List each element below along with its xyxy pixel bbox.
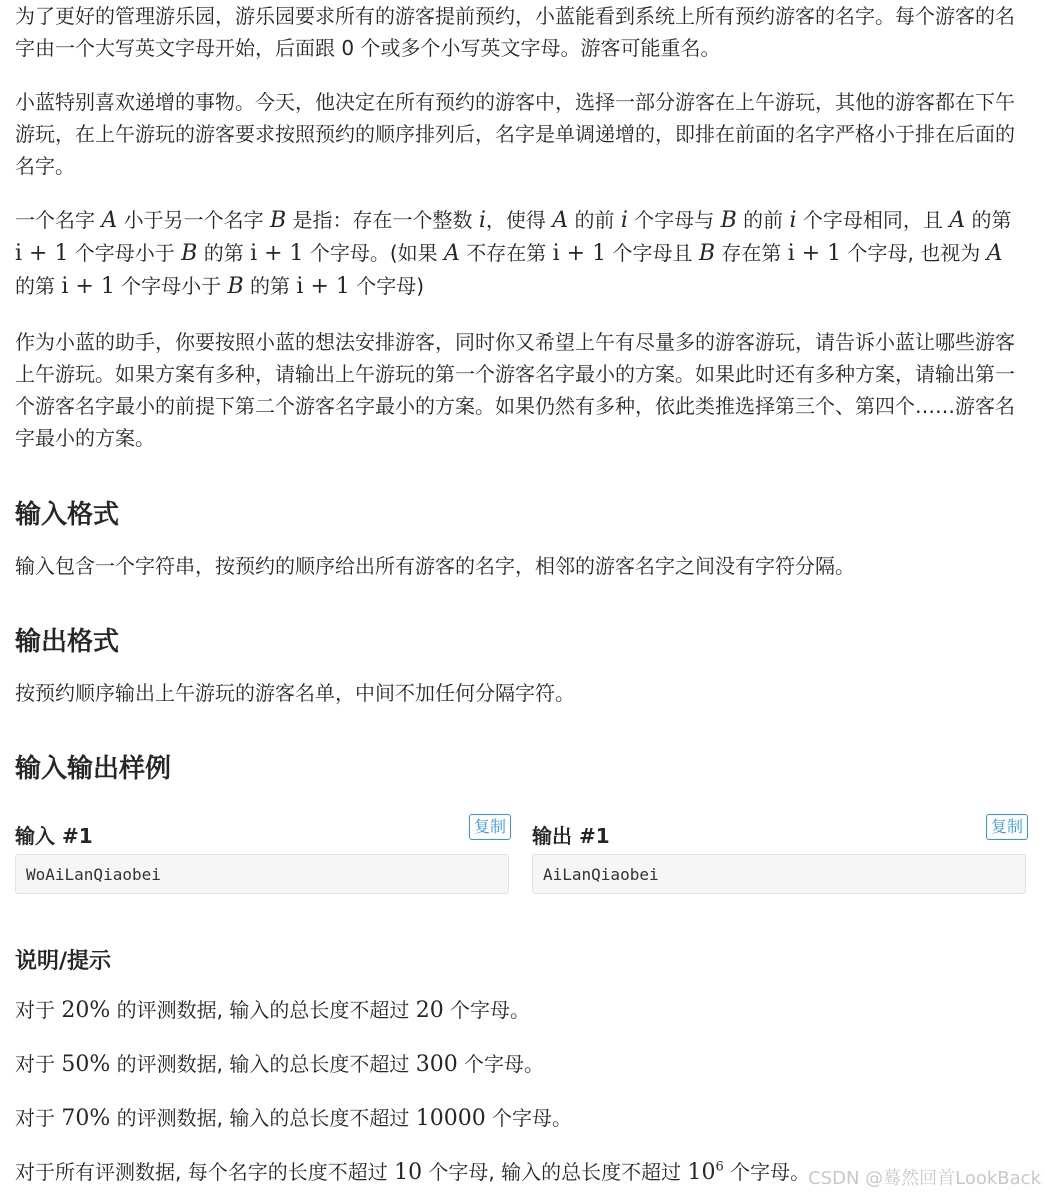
hint-line-1: 对于 20% 的评测数据, 输入的总长度不超过 20 个字母。 bbox=[15, 998, 531, 1023]
problem-paragraph-4: 作为小蓝的助手，你要按照小蓝的想法安排游客，同时你又希望上午有尽量多的游客游玩，请告诉小蓝让哪些游客上午游玩。如果方案有多种，请输出上午游玩的第一个游客名字最小的方案。如果此时还有多种方案，请输出第一个游客名字最小的前提下第二个游客名字最小的方案。如果仍然有多种，依此类推选择第三个、第四个……游客名字最小的方案。 bbox=[15, 330, 1015, 450]
copy-input-button[interactable]: 复制 bbox=[469, 814, 511, 840]
input-format-text: 输入包含一个字符串，按预约的顺序给出所有游客的名字，相邻的游客名字之间没有字符分隔。 bbox=[15, 554, 855, 578]
samples-heading: 输入输出样例 bbox=[15, 754, 172, 784]
sample-output-label: 输出 #1 bbox=[532, 824, 610, 848]
sample-output-code[interactable]: AiLanQiaobei bbox=[532, 854, 1026, 894]
output-format-text: 按预约顺序输出上午游玩的游客名单，中间不加任何分隔字符。 bbox=[15, 681, 575, 705]
problem-paragraph-2: 小蓝特别喜欢递增的事物。今天，他决定在所有预约的游客中，选择一部分游客在上午游玩，其他的游客都在下午游玩，在上午游玩的游客要求按照预约的顺序排列后，名字是单调递增的，即排在前面的名字严格小于排在后面的名字。 bbox=[15, 90, 1015, 178]
problem-paragraph-1: 为了更好的管理游乐园，游乐园要求所有的游客提前预约，小蓝能看到系统上所有预约游客的名字。每个游客的名字由一个大写英文字母开始，后面跟 0 个或多个小写英文字母。游客可能重名。 bbox=[15, 4, 1015, 60]
output-format-heading: 输出格式 bbox=[15, 627, 120, 657]
copy-output-button[interactable]: 复制 bbox=[986, 814, 1028, 840]
hint-line-3: 对于 70% 的评测数据, 输入的总长度不超过 10000 个字母。 bbox=[15, 1106, 573, 1131]
hint-line-2: 对于 50% 的评测数据, 输入的总长度不超过 300 个字母。 bbox=[15, 1052, 545, 1077]
hints-heading: 说明/提示 bbox=[15, 949, 112, 974]
hint-line-4: 对于所有评测数据, 每个名字的长度不超过 10 个字母, 输入的总长度不超过 $10^6$ 个字母。 bbox=[15, 1159, 811, 1185]
sample-input-label: 输入 #1 bbox=[15, 824, 93, 848]
problem-paragraph-3: 一个名字 A 小于另一个名字 B 是指：存在一个整数 i，使得 A 的前 i 个字母与 B 的前 i 个字母相同，且 A 的第 i + 1 个字母小于 B 的第 i + 1 个字母。(如果 A 不存在第 i + 1 个字母且 B 存在第 i + 1 个字母, 也视为 A 的第 i + 1 个字母小于 B 的第 i + 1 个字母) bbox=[15, 208, 1012, 299]
input-format-heading: 输入格式 bbox=[15, 500, 120, 530]
sample-input-code[interactable]: WoAiLanQiaobei bbox=[15, 854, 509, 894]
watermark: CSDN @蓦然回首LookBack bbox=[808, 1168, 1041, 1189]
